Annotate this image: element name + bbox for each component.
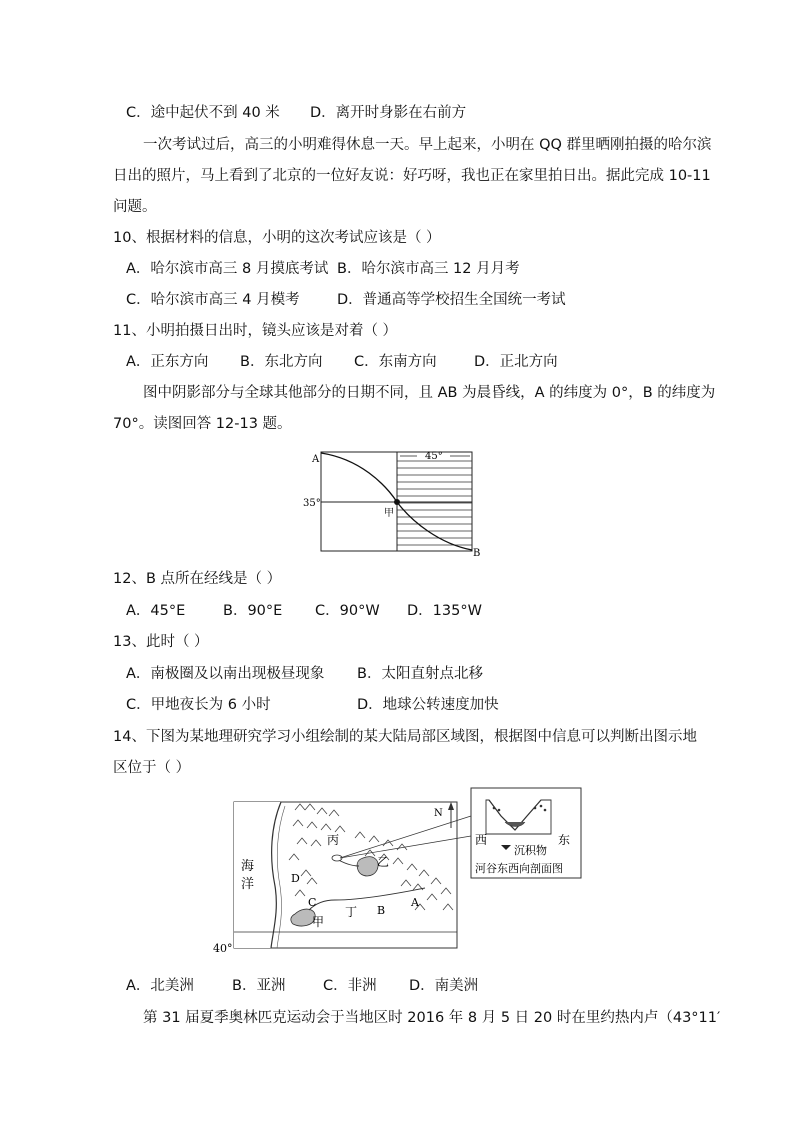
passage-2-line-2: 70°。读图回答 12-13 题。 bbox=[113, 416, 292, 432]
label-45: 45° bbox=[425, 451, 443, 462]
label-a: A bbox=[312, 454, 320, 465]
label-d-map: D bbox=[291, 872, 300, 885]
q10-option-b: B．哈尔滨市高三 12 月月考 bbox=[337, 261, 520, 277]
q11-option-a: A．正东方向 bbox=[126, 354, 209, 370]
q13-option-d: D．地球公转速度加快 bbox=[357, 697, 499, 713]
q11-option-c: C．东南方向 bbox=[354, 354, 437, 370]
q13-option-c: C．甲地夜长为 6 小时 bbox=[126, 697, 271, 713]
q14-option-d: D．南美洲 bbox=[409, 978, 479, 994]
q13-option-b: B．太阳直射点北移 bbox=[357, 666, 483, 682]
label-b: B bbox=[473, 548, 481, 559]
label-ding: 丁 bbox=[345, 905, 358, 919]
label-ocean-2: 洋 bbox=[241, 877, 255, 892]
question-13: 13、此时（ ） bbox=[113, 634, 209, 650]
label-a-map: A bbox=[411, 896, 419, 909]
regional-map-figure bbox=[205, 786, 585, 964]
label-jia: 甲 bbox=[384, 508, 394, 519]
q10-option-d: D．普通高等学校招生全国统一考试 bbox=[337, 292, 566, 308]
inset-label-west: 西 bbox=[475, 833, 488, 847]
question-14-line-2: 区位于（ ） bbox=[113, 760, 191, 776]
label-c-map: C bbox=[308, 896, 317, 909]
q12-option-c: C．90°W bbox=[315, 603, 380, 619]
label-b-map: B bbox=[377, 904, 386, 917]
q14-option-c: C．非洲 bbox=[323, 978, 377, 994]
label-bing: 丙 bbox=[327, 833, 340, 847]
label-35: 35° bbox=[303, 498, 321, 509]
passage-3-line-1: 第 31 届夏季奥林匹克运动会于当地区时 2016 年 8 月 5 日 20 时在里约热内卢（43°11′ bbox=[143, 1010, 721, 1026]
passage-1-line-2: 日出的照片，马上看到了北京的一位好友说：好巧呀，我也正在家里拍日出。据此完成 10-11 bbox=[113, 168, 711, 184]
q12-option-d: D．135°W bbox=[407, 603, 482, 619]
inset-label-east: 东 bbox=[558, 833, 571, 847]
q14-option-a: A．北美洲 bbox=[126, 978, 194, 994]
q14-option-b: B．亚洲 bbox=[232, 978, 286, 994]
q10-option-a: A．哈尔滨市高三 8 月摸底考试 bbox=[126, 261, 329, 277]
passage-1-line-3: 问题。 bbox=[113, 199, 157, 215]
question-12: 12、B 点所在经线是（ ） bbox=[113, 571, 282, 587]
q13-option-a: A．南极圈及以南出现极昼现象 bbox=[126, 666, 325, 682]
label-40: 40° bbox=[213, 942, 233, 955]
terminator-figure bbox=[300, 444, 490, 560]
q11-option-b: B．东北方向 bbox=[240, 354, 323, 370]
inset-caption: 河谷东西向剖面图 bbox=[475, 862, 563, 875]
question-14-line-1: 14、下图为某地理研究学习小组绘制的某大陆局部区域图，根据图中信息可以判断出图示地 bbox=[113, 729, 697, 745]
question-10: 10、根据材料的信息，小明的这次考试应该是（ ） bbox=[113, 230, 441, 246]
q10-option-c: C．哈尔滨市高三 4 月模考 bbox=[126, 292, 300, 308]
label-yi: 乙 bbox=[377, 855, 390, 869]
lake-yi bbox=[357, 857, 378, 876]
shaded-region bbox=[397, 461, 472, 545]
passage-1-line-1: 一次考试过后，高三的小明难得休息一天。早上起来，小明在 QQ 群里晒刚拍摄的哈尔滨 bbox=[143, 137, 712, 153]
point-jia bbox=[394, 499, 400, 505]
q12-option-a: A．45°E bbox=[126, 603, 186, 619]
label-jia-map: 甲 bbox=[312, 915, 325, 929]
label-ocean-1: 海 bbox=[241, 859, 255, 874]
question-11: 11、小明拍摄日出时，镜头应该是对着（ ） bbox=[113, 323, 398, 339]
q11-option-d: D．正北方向 bbox=[474, 354, 558, 370]
q12-option-b: B．90°E bbox=[223, 603, 283, 619]
q9-option-c: C．途中起伏不到 40 米 bbox=[126, 105, 280, 121]
label-north: N bbox=[434, 808, 443, 819]
q9-option-d: D．离开时身影在右前方 bbox=[310, 105, 467, 121]
passage-2-line-1: 图中阴影部分与全球其他部分的日期不同，且 AB 为晨昏线，A 的纬度为 0°，B 的纬度为 bbox=[143, 385, 716, 401]
inset-legend: 沉积物 bbox=[514, 844, 547, 857]
